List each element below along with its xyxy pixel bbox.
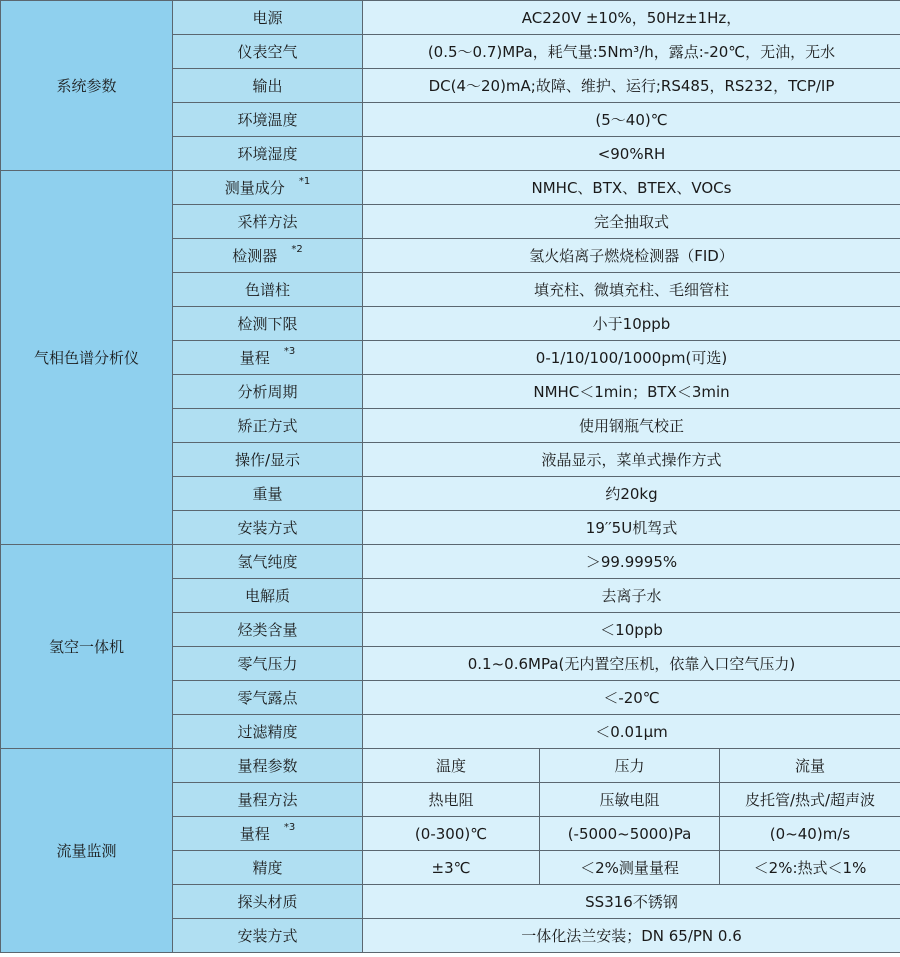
param-label — [173, 409, 363, 443]
param-value: 热电阻 — [363, 783, 540, 817]
param-value: (5～40)℃ — [363, 103, 900, 137]
param-value: 流量 — [720, 749, 900, 783]
param-label — [173, 885, 363, 919]
param-label — [173, 1, 363, 35]
param-label — [173, 273, 363, 307]
param-label-text: 氢气纯度 — [237, 553, 298, 571]
param-value: (0.5～0.7)MPa，耗气量:5Nm³/h，露点:-20℃，无油，无水 — [363, 35, 900, 69]
param-label-text: 检测下限 — [237, 315, 298, 333]
param-value: ＜2%:热式＜1% — [720, 851, 900, 885]
param-label-text: 操作/显示 — [234, 451, 301, 469]
param-label-text: 测量成分 — [224, 179, 285, 197]
param-label-text: 分析周期 — [237, 383, 298, 401]
param-label — [173, 69, 363, 103]
category-cell: 流量监测 — [1, 749, 173, 953]
param-label — [173, 851, 363, 885]
footnote-marker: *3 — [283, 822, 296, 833]
param-label-text: 仪表空气 — [237, 43, 298, 61]
param-label — [173, 919, 363, 953]
param-label-text: 探头材质 — [237, 893, 298, 911]
param-value: 19′′5U机驾式 — [363, 511, 900, 545]
param-value: <90%RH — [363, 137, 900, 171]
param-value: ±3℃ — [363, 851, 540, 885]
param-label — [173, 681, 363, 715]
spec-row — [1, 1, 900, 35]
param-value: 完全抽取式 — [363, 205, 900, 239]
footnote-marker: *1 — [298, 176, 311, 187]
footnote-marker: *2 — [291, 244, 303, 255]
param-label — [173, 137, 363, 171]
param-label-text: 安装方式 — [237, 519, 298, 537]
param-label-text: 量程方法 — [237, 791, 298, 809]
param-value: 小于10ppb — [363, 307, 900, 341]
category-cell: 系统参数 — [1, 1, 173, 171]
spec-row — [1, 749, 900, 783]
category-cell: 氢空一体机 — [1, 545, 173, 749]
param-label-text: 采样方法 — [237, 213, 298, 231]
param-value: ＜2%测量量程 — [540, 851, 720, 885]
footnote-marker: *3 — [283, 346, 296, 357]
param-value: DC(4～20)mA;故障、维护、运行;RS485，RS232，TCP/IP — [363, 69, 900, 103]
param-label — [173, 511, 363, 545]
param-label — [173, 613, 363, 647]
param-value: NMHC＜1min；BTX＜3min — [363, 375, 900, 409]
param-value: ＜10ppb — [363, 613, 900, 647]
param-value: 液晶显示，菜单式操作方式 — [363, 443, 900, 477]
param-label — [173, 341, 363, 375]
param-value: (0~40)m/s — [720, 817, 900, 851]
spec-row — [1, 171, 900, 205]
param-value: 温度 — [363, 749, 540, 783]
param-value: 使用钢瓶气校正 — [363, 409, 900, 443]
param-label — [173, 307, 363, 341]
param-value: 氢火焰离子燃烧检测器（FID） — [363, 239, 900, 273]
param-value: ＞99.9995% — [363, 545, 900, 579]
category-cell: 气相色谱分析仪 — [1, 171, 173, 545]
param-label — [173, 579, 363, 613]
param-label-text: 零气露点 — [237, 689, 298, 707]
param-value: 一体化法兰安装；DN 65/PN 0.6 — [363, 919, 900, 953]
param-value: ＜-20℃ — [363, 681, 900, 715]
param-label-text: 色谱柱 — [244, 281, 290, 299]
param-value: 压敏电阻 — [540, 783, 720, 817]
param-label — [173, 239, 363, 273]
param-label-text: 安装方式 — [237, 927, 298, 945]
param-label — [173, 545, 363, 579]
param-label — [173, 647, 363, 681]
param-value: 填充柱、微填充柱、毛细管柱 — [363, 273, 900, 307]
param-label — [173, 375, 363, 409]
param-label-text: 环境温度 — [237, 111, 298, 129]
param-value: 压力 — [540, 749, 720, 783]
param-value: 0-1/10/100/1000pm(可选) — [363, 341, 900, 375]
param-value: NMHC、BTX、BTEX、VOCs — [363, 171, 900, 205]
param-label — [173, 171, 363, 205]
param-label — [173, 205, 363, 239]
param-value: 约20kg — [363, 477, 900, 511]
spec-row — [1, 545, 900, 579]
param-label — [173, 477, 363, 511]
param-value: (-5000~5000)Pa — [540, 817, 720, 851]
param-label-text: 量程 — [239, 825, 270, 843]
param-label — [173, 103, 363, 137]
param-label-text: 矫正方式 — [237, 417, 298, 435]
param-label — [173, 817, 363, 851]
param-label-text: 重量 — [252, 485, 283, 503]
param-label — [173, 749, 363, 783]
param-label-text: 零气压力 — [237, 655, 298, 673]
param-label-text: 量程参数 — [237, 757, 298, 775]
param-value: ＜0.01μm — [363, 715, 900, 749]
param-label-text: 电源 — [252, 9, 283, 27]
param-value: AC220V ±10%，50Hz±1Hz， — [363, 1, 900, 35]
param-label-text: 输出 — [252, 77, 283, 95]
param-label — [173, 443, 363, 477]
param-label — [173, 715, 363, 749]
param-label — [173, 35, 363, 69]
param-value: 0.1~0.6MPa(无内置空压机，依靠入口空气压力) — [363, 647, 900, 681]
param-label-text: 精度 — [252, 859, 283, 877]
param-value: SS316不锈钢 — [363, 885, 900, 919]
param-label-text: 检测器 — [232, 247, 278, 265]
param-value: 皮托管/热式/超声波 — [720, 783, 900, 817]
param-label-text: 电解质 — [244, 587, 290, 605]
param-label-text: 烃类含量 — [237, 621, 298, 639]
param-label-text: 量程 — [239, 349, 270, 367]
param-value: (0-300)℃ — [363, 817, 540, 851]
param-value: 去离子水 — [363, 579, 900, 613]
param-label-text: 过滤精度 — [237, 723, 298, 741]
param-label-text: 环境湿度 — [237, 145, 298, 163]
param-label — [173, 783, 363, 817]
